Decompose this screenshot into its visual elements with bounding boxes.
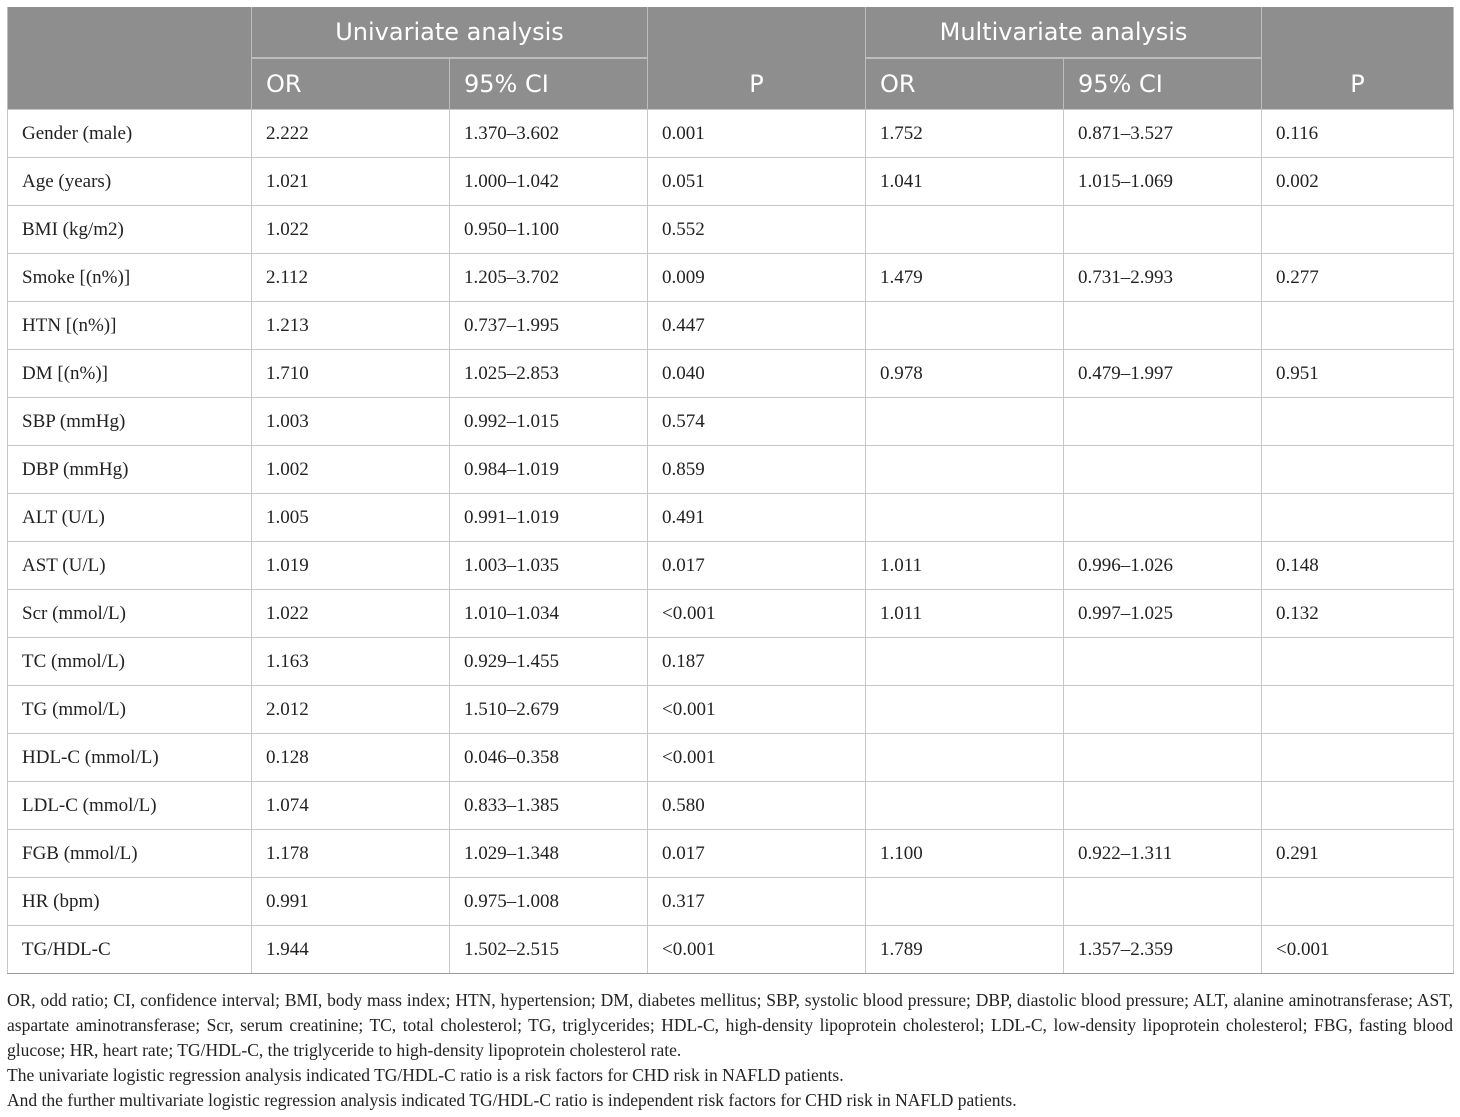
row-label: Smoke [(n%)] xyxy=(8,254,252,302)
header-univariate-p-spacer xyxy=(648,7,866,58)
multivariate-ci-cell: 0.997–1.025 xyxy=(1064,590,1262,638)
multivariate-ci-cell: 0.922–1.311 xyxy=(1064,830,1262,878)
table-footnotes xyxy=(7,988,1453,1113)
univariate-or-cell: 2.112 xyxy=(252,254,450,302)
multivariate-p-cell xyxy=(1262,782,1454,830)
univariate-note: The univariate logistic regression analysis indicated TG/HDL-C ratio is a risk factors for CHD risk in NAFLD patients. xyxy=(7,1065,844,1085)
row-label: SBP (mmHg) xyxy=(8,398,252,446)
table-row xyxy=(8,878,1454,926)
univariate-or-cell: 1.022 xyxy=(252,206,450,254)
row-label: BMI (kg/m2) xyxy=(8,206,252,254)
univariate-p-cell: 0.491 xyxy=(648,494,866,542)
multivariate-ci-cell xyxy=(1064,398,1262,446)
univariate-p-cell: 0.552 xyxy=(648,206,866,254)
table-body xyxy=(8,110,1454,974)
multivariate-or-cell xyxy=(866,686,1064,734)
univariate-p-cell: 0.187 xyxy=(648,638,866,686)
multivariate-p-cell: 0.291 xyxy=(1262,830,1454,878)
univariate-p-cell: 0.001 xyxy=(648,110,866,158)
univariate-ci-cell: 1.029–1.348 xyxy=(450,830,648,878)
multivariate-or-cell xyxy=(866,302,1064,350)
table-row xyxy=(8,590,1454,638)
multivariate-note: And the further multivariate logistic regression analysis indicated TG/HDL-C ratio is independent risk factors for CHD risk in NAFLD patients. xyxy=(7,1090,1017,1110)
table-row xyxy=(8,158,1454,206)
multivariate-p-cell: <0.001 xyxy=(1262,926,1454,974)
multivariate-p-cell: 0.116 xyxy=(1262,110,1454,158)
univariate-ci-cell: 0.992–1.015 xyxy=(450,398,648,446)
multivariate-or-cell xyxy=(866,206,1064,254)
univariate-ci-cell: 1.510–2.679 xyxy=(450,686,648,734)
row-label: LDL-C (mmol/L) xyxy=(8,782,252,830)
multivariate-ci-cell xyxy=(1064,782,1262,830)
header-variable-cell xyxy=(8,7,252,110)
multivariate-or-cell: 1.011 xyxy=(866,542,1064,590)
univariate-ci-cell: 1.010–1.034 xyxy=(450,590,648,638)
multivariate-ci-cell xyxy=(1064,302,1262,350)
row-label: AST (U/L) xyxy=(8,542,252,590)
univariate-p-cell: 0.859 xyxy=(648,446,866,494)
multivariate-or-cell xyxy=(866,398,1064,446)
header-group-row xyxy=(8,7,1454,58)
univariate-p-cell: 0.009 xyxy=(648,254,866,302)
univariate-or-cell: 1.163 xyxy=(252,638,450,686)
table-row xyxy=(8,686,1454,734)
univariate-ci-cell: 0.046–0.358 xyxy=(450,734,648,782)
univariate-or-cell: 1.021 xyxy=(252,158,450,206)
multivariate-p-cell xyxy=(1262,398,1454,446)
univariate-p-cell: 0.580 xyxy=(648,782,866,830)
univariate-ci-cell: 1.003–1.035 xyxy=(450,542,648,590)
multivariate-ci-cell: 1.357–2.359 xyxy=(1064,926,1262,974)
univariate-ci-cell: 1.502–2.515 xyxy=(450,926,648,974)
row-label: Gender (male) xyxy=(8,110,252,158)
multivariate-or-cell: 1.752 xyxy=(866,110,1064,158)
header-multivariate-p-spacer xyxy=(1262,7,1454,58)
row-label: ALT (U/L) xyxy=(8,494,252,542)
univariate-p-cell: 0.574 xyxy=(648,398,866,446)
multivariate-ci-cell xyxy=(1064,878,1262,926)
univariate-or-cell: 1.005 xyxy=(252,494,450,542)
table-row xyxy=(8,830,1454,878)
multivariate-or-cell: 1.789 xyxy=(866,926,1064,974)
multivariate-p-cell xyxy=(1262,446,1454,494)
univariate-or-cell: 0.128 xyxy=(252,734,450,782)
table-row xyxy=(8,302,1454,350)
multivariate-p-cell xyxy=(1262,686,1454,734)
row-label: Scr (mmol/L) xyxy=(8,590,252,638)
multivariate-or-cell: 1.041 xyxy=(866,158,1064,206)
row-label: Age (years) xyxy=(8,158,252,206)
univariate-p-cell: <0.001 xyxy=(648,926,866,974)
univariate-or-cell: 1.022 xyxy=(252,590,450,638)
multivariate-or-cell xyxy=(866,638,1064,686)
univariate-p-cell: 0.051 xyxy=(648,158,866,206)
header-multivariate-or: OR xyxy=(866,58,1064,110)
header-univariate-p: P xyxy=(648,58,866,110)
univariate-p-cell: <0.001 xyxy=(648,686,866,734)
univariate-or-cell: 2.012 xyxy=(252,686,450,734)
univariate-ci-cell: 0.737–1.995 xyxy=(450,302,648,350)
multivariate-or-cell xyxy=(866,494,1064,542)
multivariate-or-cell xyxy=(866,782,1064,830)
multivariate-p-cell xyxy=(1262,206,1454,254)
univariate-or-cell: 1.213 xyxy=(252,302,450,350)
multivariate-ci-cell: 0.731–2.993 xyxy=(1064,254,1262,302)
univariate-ci-cell: 0.984–1.019 xyxy=(450,446,648,494)
univariate-ci-cell: 1.000–1.042 xyxy=(450,158,648,206)
univariate-ci-cell: 0.929–1.455 xyxy=(450,638,648,686)
univariate-or-cell: 1.074 xyxy=(252,782,450,830)
univariate-or-cell: 1.002 xyxy=(252,446,450,494)
univariate-p-cell: <0.001 xyxy=(648,734,866,782)
univariate-ci-cell: 0.991–1.019 xyxy=(450,494,648,542)
univariate-ci-cell: 0.950–1.100 xyxy=(450,206,648,254)
univariate-p-cell: 0.447 xyxy=(648,302,866,350)
header-univariate-group: Univariate analysis xyxy=(252,7,648,58)
table-row xyxy=(8,398,1454,446)
multivariate-ci-cell: 0.871–3.527 xyxy=(1064,110,1262,158)
multivariate-p-cell: 0.951 xyxy=(1262,350,1454,398)
header-multivariate-group: Multivariate analysis xyxy=(866,7,1262,58)
univariate-p-cell: 0.017 xyxy=(648,542,866,590)
table-row xyxy=(8,254,1454,302)
multivariate-p-cell: 0.148 xyxy=(1262,542,1454,590)
multivariate-p-cell: 0.002 xyxy=(1262,158,1454,206)
multivariate-or-cell xyxy=(866,446,1064,494)
table-row xyxy=(8,638,1454,686)
multivariate-ci-cell xyxy=(1064,734,1262,782)
row-label: DM [(n%)] xyxy=(8,350,252,398)
univariate-or-cell: 0.991 xyxy=(252,878,450,926)
header-univariate-ci: 95% CI xyxy=(450,58,648,110)
multivariate-or-cell: 1.100 xyxy=(866,830,1064,878)
univariate-or-cell: 1.003 xyxy=(252,398,450,446)
table-header xyxy=(8,7,1454,110)
table-row xyxy=(8,350,1454,398)
univariate-ci-cell: 1.370–3.602 xyxy=(450,110,648,158)
univariate-ci-cell: 1.025–2.853 xyxy=(450,350,648,398)
multivariate-ci-cell: 1.015–1.069 xyxy=(1064,158,1262,206)
row-label: TG (mmol/L) xyxy=(8,686,252,734)
univariate-ci-cell: 0.975–1.008 xyxy=(450,878,648,926)
row-label: TC (mmol/L) xyxy=(8,638,252,686)
multivariate-ci-cell: 0.479–1.997 xyxy=(1064,350,1262,398)
table-row xyxy=(8,446,1454,494)
row-label: TG/HDL-C xyxy=(8,926,252,974)
univariate-or-cell: 1.944 xyxy=(252,926,450,974)
multivariate-p-cell xyxy=(1262,878,1454,926)
multivariate-ci-cell xyxy=(1064,638,1262,686)
multivariate-p-cell: 0.277 xyxy=(1262,254,1454,302)
table-row xyxy=(8,734,1454,782)
row-label: DBP (mmHg) xyxy=(8,446,252,494)
multivariate-or-cell: 1.479 xyxy=(866,254,1064,302)
univariate-p-cell: 0.040 xyxy=(648,350,866,398)
multivariate-ci-cell xyxy=(1064,686,1262,734)
multivariate-or-cell: 0.978 xyxy=(866,350,1064,398)
univariate-p-cell: 0.017 xyxy=(648,830,866,878)
header-univariate-or: OR xyxy=(252,58,450,110)
univariate-or-cell: 1.710 xyxy=(252,350,450,398)
table-row xyxy=(8,494,1454,542)
multivariate-ci-cell xyxy=(1064,446,1262,494)
table-row xyxy=(8,206,1454,254)
table-row xyxy=(8,542,1454,590)
regression-table xyxy=(7,7,1454,974)
table-row xyxy=(8,110,1454,158)
univariate-or-cell: 1.019 xyxy=(252,542,450,590)
multivariate-p-cell xyxy=(1262,638,1454,686)
row-label: FGB (mmol/L) xyxy=(8,830,252,878)
multivariate-p-cell xyxy=(1262,302,1454,350)
row-label: HDL-C (mmol/L) xyxy=(8,734,252,782)
univariate-p-cell: 0.317 xyxy=(648,878,866,926)
univariate-or-cell: 2.222 xyxy=(252,110,450,158)
univariate-p-cell: <0.001 xyxy=(648,590,866,638)
header-multivariate-ci: 95% CI xyxy=(1064,58,1262,110)
multivariate-ci-cell: 0.996–1.026 xyxy=(1064,542,1262,590)
row-label: HTN [(n%)] xyxy=(8,302,252,350)
univariate-ci-cell: 1.205–3.702 xyxy=(450,254,648,302)
univariate-ci-cell: 0.833–1.385 xyxy=(450,782,648,830)
multivariate-p-cell xyxy=(1262,734,1454,782)
multivariate-p-cell: 0.132 xyxy=(1262,590,1454,638)
abbreviations-note: OR, odd ratio; CI, confidence interval; BMI, body mass index; HTN, hypertension; DM, diabetes mellitus; SBP, systolic blood pressure; DBP, diastolic blood pressure; ALT, alanine aminotransferase; AST, aspartate aminotransferase; Scr, serum creatinine; TC, total cholesterol; TG, triglycerides; HDL-C, high-density lipoprotein cholesterol; LDL-C, low-density lipoprotein cholesterol; FBG, fasting blood glucose; HR, heart rate; TG/HDL-C, the triglyceride to high-density lipoprotein cholesterol rate. xyxy=(7,990,1453,1060)
multivariate-ci-cell xyxy=(1064,494,1262,542)
multivariate-ci-cell xyxy=(1064,206,1262,254)
multivariate-or-cell xyxy=(866,734,1064,782)
header-multivariate-p: P xyxy=(1262,58,1454,110)
regression-table-container xyxy=(7,7,1453,974)
univariate-or-cell: 1.178 xyxy=(252,830,450,878)
multivariate-or-cell xyxy=(866,878,1064,926)
multivariate-p-cell xyxy=(1262,494,1454,542)
table-row xyxy=(8,926,1454,974)
multivariate-or-cell: 1.011 xyxy=(866,590,1064,638)
row-label: HR (bpm) xyxy=(8,878,252,926)
table-row xyxy=(8,782,1454,830)
